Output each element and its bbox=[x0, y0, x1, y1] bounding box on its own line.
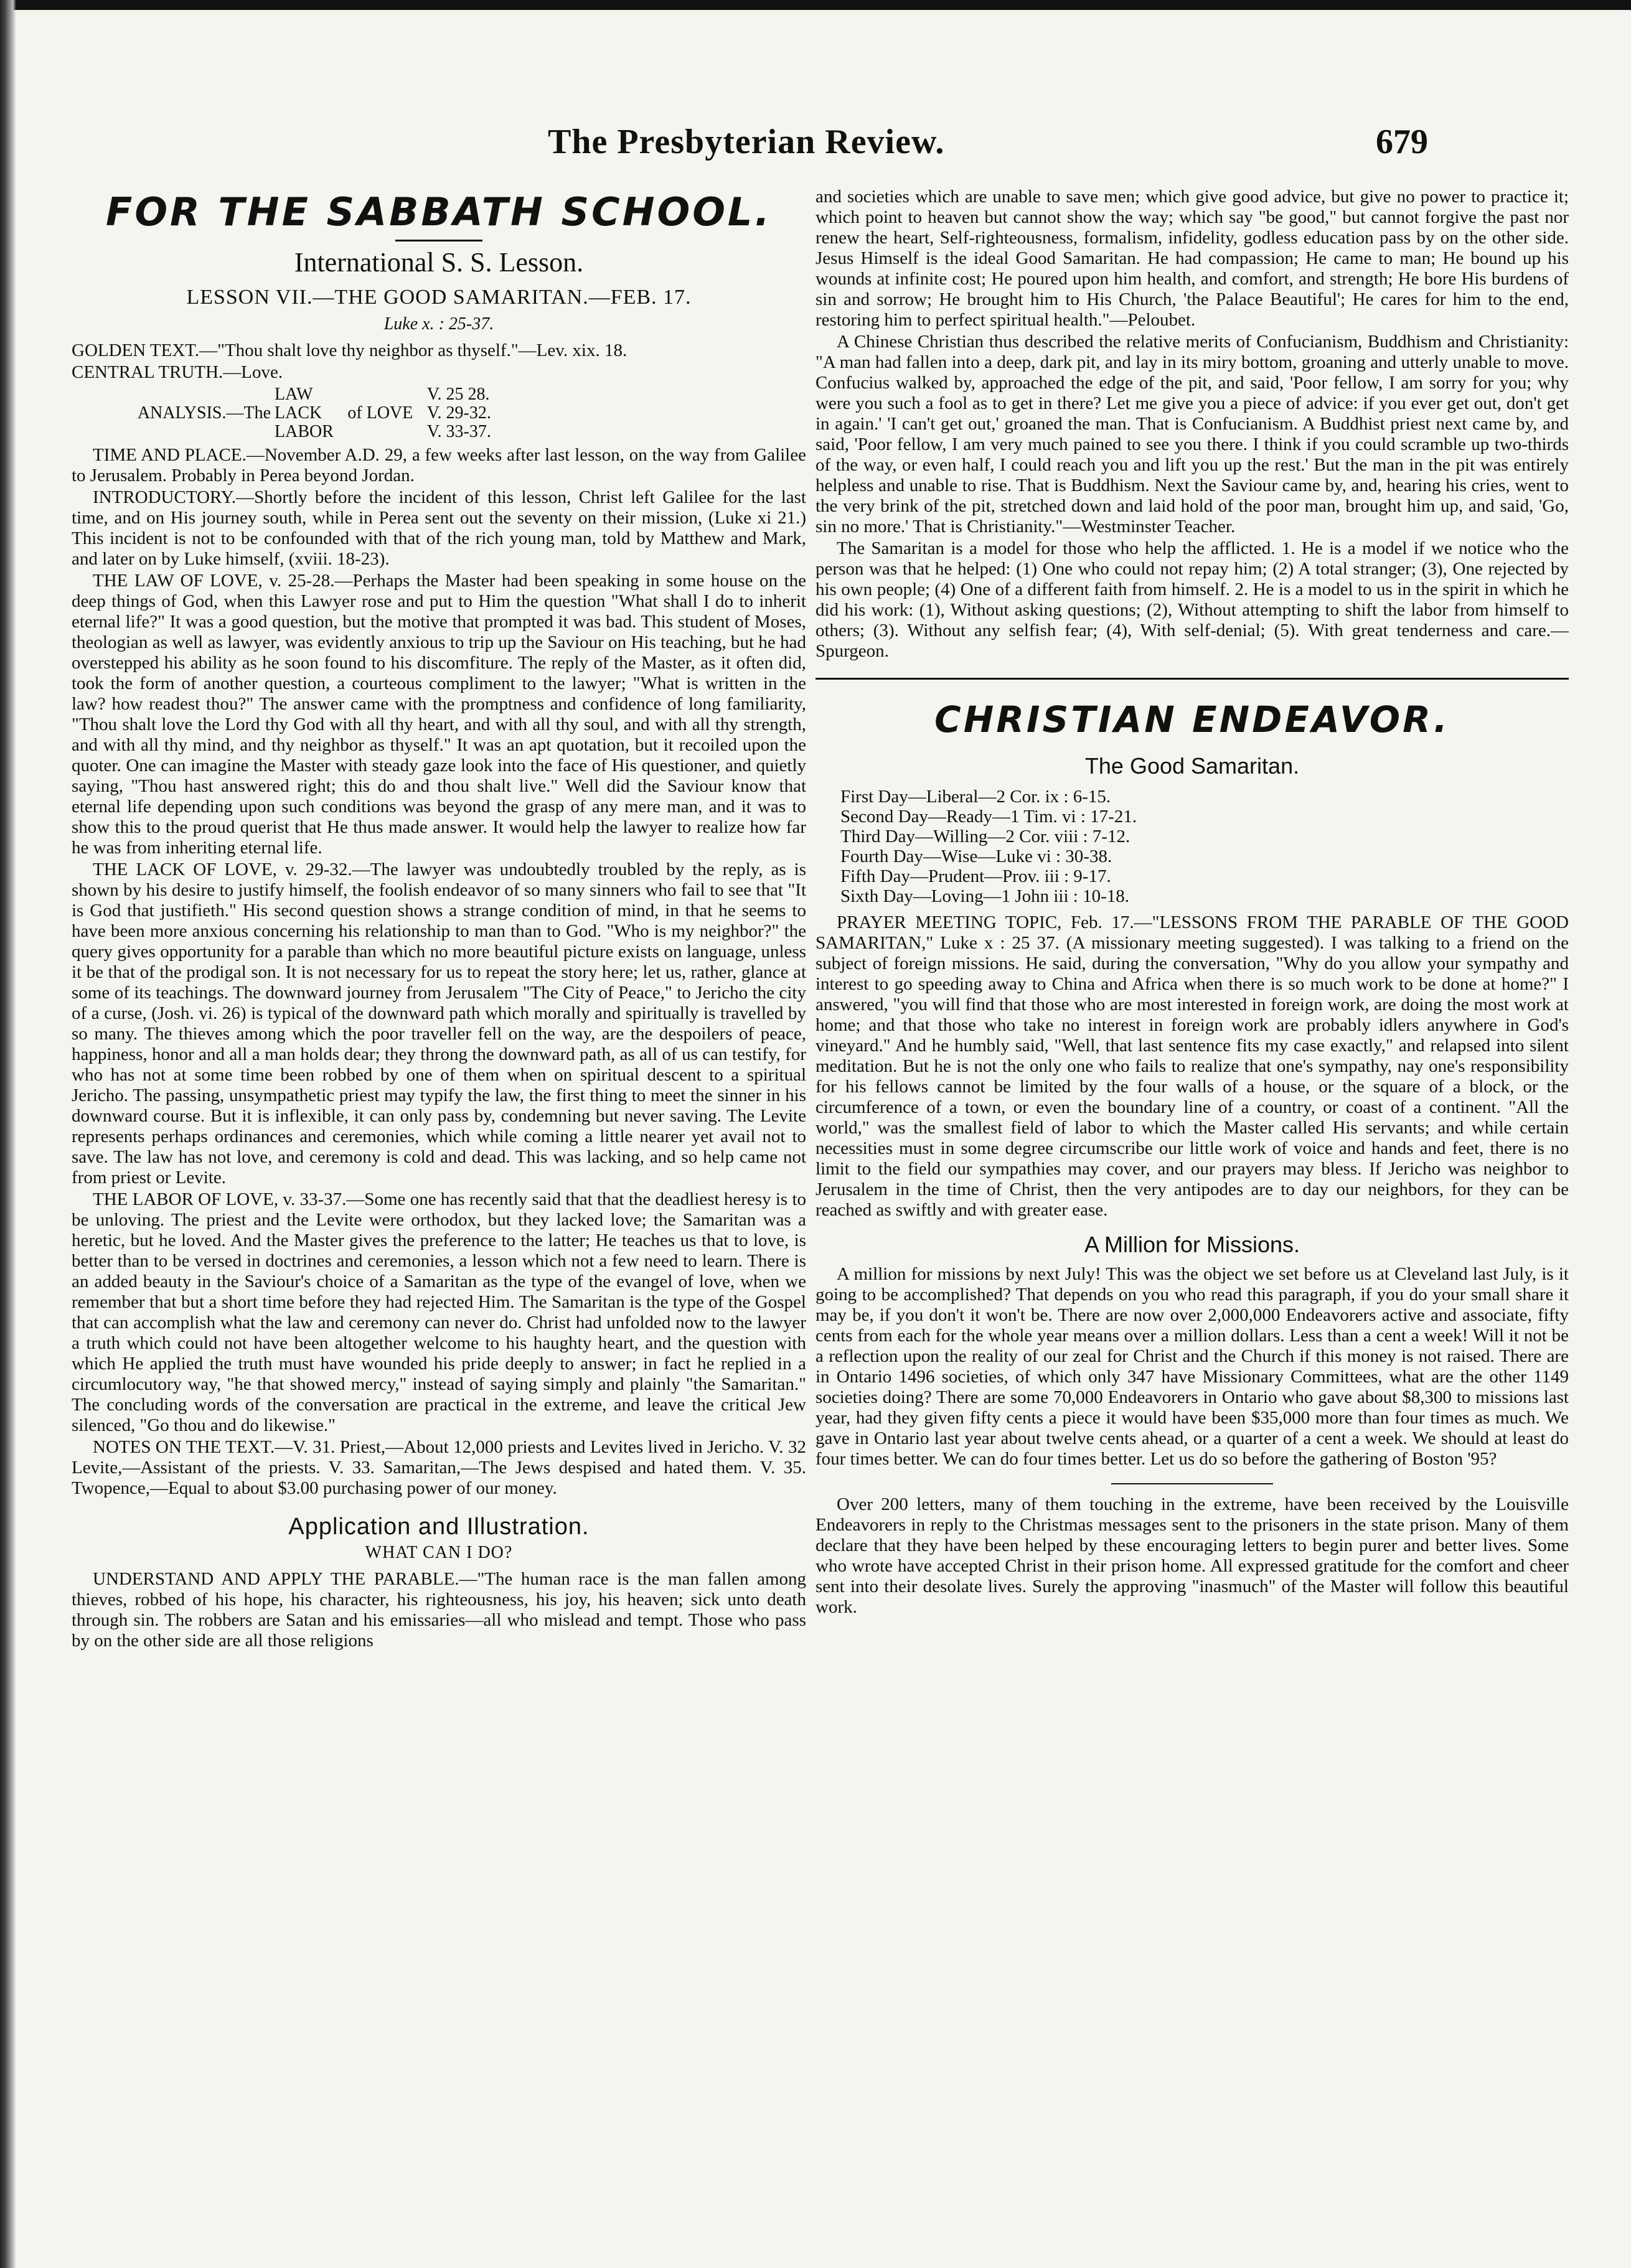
title-rule bbox=[395, 240, 482, 241]
paragraph-prayer-meeting: PRAYER MEETING TOPIC, Feb. 17.—"LESSONS FROM THE PARABLE OF THE GOOD SAMARITAN," Luke x : 25 37. (A missionary meeting suggested). I was talking to a friend on the subject of foreign missions. He said, during the conversation, "Why do you allow your sympathy and interest to go speeding away to China and Africa when there is so much work to be done at home?" I answered, "you will find that those who are most interested in foreign work, are doing the most work at home; and that those who take no interest in foreign work are probably idlers anywhere in God's vineyard." And he humbly said, "Well, that last sentence fits my case exactly," and relapsed into silent meditation. But he is not the only one who fails to realize that one's sympathy, nay one's responsibility for his fellows cannot be limited by the four walls of a house, or the square of a block, or the circumference of a town, or even the boundary line of a country, or coast of a continent. "All the world," was the smallest field of labor to which the Master called His servants; and while certain necessities must in some degree circumscribe our little work of voice and hands and feet, there is no limit to the field our sympathies may cover, and our prayers may bless. If Jericho was neighbor to Jerusalem in the time of Christ, then the very antipodes are to day our neighbors, for they can be reached as swiftly and with greater ease. bbox=[816, 912, 1569, 1220]
analysis-word: LAW bbox=[275, 385, 313, 404]
paragraph-application: UNDERSTAND AND APPLY THE PARABLE.—"The human race is the man fallen among thieves, robbed of his hope, his character, his righteousness, his joy, his heaven; sick unto death through sin. The robbers are Satan and his emissaries—all who mislead and tempt. Those who pass by on the other side are all those religions bbox=[72, 1569, 806, 1651]
scan-top-border bbox=[0, 0, 1631, 10]
scan-left-edge bbox=[0, 0, 16, 2268]
scripture-reference: Luke x. : 25-37. bbox=[383, 314, 494, 334]
analysis-verse: V. 33-37. bbox=[426, 422, 491, 441]
paragraph-law-of-love: THE LAW OF LOVE, v. 25-28.—Perhaps the Master had been speaking in some house on the deep things of God, when this Lawyer rose and put to Him the question "What shall I do to inherit eternal life?" It was a good question, but the motive that prompted it was bad. This student of Moses, theologian as well as lawyer, was evidently anxious to trip up the Saviour on His teaching, but he had overstepped his ability as he soon found to his discomfiture. The reply of the Master, as it often did, took the form of another question, a courteous compliment to the lawyer; "What is written in the law? how readest thou?" The answer came with the promptness and confidence of long familiarity, "Thou shalt love the Lord thy God with all thy heart, and with all thy soul, and with all thy strength, and with all thy mind, and thy neighbor as thyself." It was an apt quotation, but it recoiled upon the quoter. One can imagine the Master with steady gaze look into the face of His questioner, and quietly saying, "Thou hast answered right; this do and thou shalt live." Well did the Saviour know that eternal life depending upon such conditions was beyond the grasp of any mere man, and it was to show this to the proud querist that He thus made answer. It would help the lawyer to realize how far he was from inheriting eternal life. bbox=[72, 571, 806, 858]
left-column bbox=[72, 187, 806, 2241]
daily-reading: Fourth Day—Wise—Luke vi : 30-38. bbox=[840, 846, 1112, 866]
sabbath-school-title: FOR THE SABBATH SCHOOL. bbox=[106, 189, 772, 235]
analysis-verse: V. 29-32. bbox=[426, 403, 491, 423]
daily-reading: Fifth Day—Prudent—Prov. iii : 9-17. bbox=[840, 866, 1111, 886]
daily-readings bbox=[840, 787, 1569, 906]
analysis-block bbox=[72, 385, 806, 441]
analysis-word: LABOR bbox=[275, 422, 334, 441]
paragraph-missions: A million for missions by next July! This was the object we set before us at Cleveland last July, is it going to be accomplished? That depends on you who read this paragraph, if you do your small share it may be, if you don't it won't be. There are now over 2,000,000 Endeavorers active and associate, fifty cents from each for the whole year means over a million dollars. Less than a cent a week! Will it not be a reflection upon the reality of our zeal for Christ and the Church if this money is not raised. There are in Ontario 1496 societies, of which only 347 have Missionary Committees, what are the other 1149 societies doing? There are some 70,000 Endeavorers in Ontario who gave about $8,300 to missions last year, had they given fifty cents a piece it would have been $35,000 more than four times as much. We gave in Ontario last year about twelve cents ahead, or a quarter of a cent a week. We should at least do four times better. We can do four times better. Let us do so before the gathering of Boston '95? bbox=[816, 1264, 1569, 1469]
paragraph-introductory: INTRODUCTORY.—Shortly before the incident of this lesson, Christ left Galilee for the last time, and on His journey south, while in Perea sent out the seventy on their mission, (Luke xi 21.) This incident is not to be confounded with that of the rich young man, told by Matthew and Mark, and later on by Luke himself, (xviii. 18-23). bbox=[72, 487, 806, 569]
daily-reading: Second Day—Ready—1 Tim. vi : 17-21. bbox=[840, 807, 1137, 827]
section-rule bbox=[816, 678, 1569, 680]
application-heading: Application and Illustration. bbox=[288, 1514, 590, 1540]
paragraph-lack-of-love: THE LACK OF LOVE, v. 29-32.—The lawyer was undoubtedly troubled by the reply, as is shown by his desire to justify himself, the foolish endeavor of so many sinners who fail to see that "It is God that justifieth." His second question shows a strange condition of mind, in that he seems to have been more anxious concerning his relationship to man than to God. "Who is my neighbor?" the query gives opportunity for a parable than which no more beautiful picture exists on language, unless it be that of the prodigal son. It is not necessary for us to repeat the story here; let us, rather, glance at some of its teachings. The downward journey from Jerusalem "The City of Peace," to Jericho the city of a curse, (Josh. vi. 26) is typical of the downward path which morally and spiritually is travelled by so many. The thieves among which the poor traveller fell on the way, are the despoilers of peace, happiness, honor and all a man holds dear; they throng the downward path, as all of us can testify, for who has not at some time been robbed by one of them when on spiritual descent to a spiritual Jericho. The passing, unsympathetic priest may typify the law, the first thing to meet the sinner in his downward course. But it is inflexible, it can only pass by, condemning but never saving. The Levite represents perhaps ordinances and ceremonies, which while coming a little nearer yet avail not to save. The law has not love, and ceremony is cold and dead. This was lacking, and so help came not from priest or Levite. bbox=[72, 860, 806, 1188]
analysis-verse: V. 25 28. bbox=[426, 385, 490, 404]
right-column bbox=[816, 187, 1569, 2241]
paragraph-labor-of-love: THE LABOR OF LOVE, v. 33-37.—Some one has recently said that that the deadliest heresy is to be unloving. The priest and the Levite were orthodox, but they lacked love; the Samaritan was a heretic, but he loved. And the Master gives the preference to the latter; He teaches us that to love, is better than to be versed in doctrines and ceremonies, a lesson which not a few need to learn. There is an added beauty in the Saviour's choice of a Samaritan as the type of the evangel of love, when we remember that but a short time before they had rejected Him. The Samaritan is the type of the Gospel that can accomplish what the law and ceremony can never do. Christ had unfolded now to the lawyer a truth which could not have been altogether welcome to his haughty heart, and the question with which He applied the truth must have wounded his pride deeply to answer; in fact he replied in a circumlocutory way, "he that showed mercy," instead of saying simply and plainly "the Samaritan." The concluding words of the conversation are practical in the extreme, and leave the critical Jew silenced, "Go thou and do likewise." bbox=[72, 1189, 806, 1435]
lesson-line: LESSON VII.—THE GOOD SAMARITAN.—FEB. 17. bbox=[186, 286, 692, 309]
analysis-word: LACK bbox=[275, 403, 322, 423]
central-truth: CENTRAL TRUTH.—Love. bbox=[72, 362, 283, 382]
paragraph-notes-on-text: NOTES ON THE TEXT.—V. 31. Priest,—About 12,000 priests and Levites lived in Jericho. V. 32 Levite,—Assistant of the priests. V. 33. Samaritan,—The Jews despised and hated them. V. 35. Twopence,—Equal to about $3.00 purchasing power of our money. bbox=[72, 1437, 806, 1498]
analysis-label: ANALYSIS.—The bbox=[137, 403, 271, 423]
page-number: 679 bbox=[1376, 123, 1428, 161]
paragraph-samaritan-model: The Samaritan is a model for those who help the afflicted. 1. He is a model if we notice who the person was that he helped: (1) One who could not repay him; (2) A total stranger; (3), One rejected by his own people; (4) One of a different faith from himself. 2. He is a model to us in the spirit in which he did his work: (1), Without asking questions; (2), Without attempting to shift the labor from himself to others; (3). Without any selfish fear; (4), With self-denial; (5). With great tenderness and care.—Spurgeon. bbox=[816, 538, 1569, 661]
daily-reading: Third Day—Willing—2 Cor. viii : 7-12. bbox=[840, 827, 1130, 846]
application-subheading: WHAT CAN I DO? bbox=[365, 1543, 513, 1562]
paragraph-chinese-christian: A Chinese Christian thus described the relative merits of Confucianism, Buddhism and Christianity: "A man had fallen into a deep, dark pit, and lay in its miry bottom, groaning and utterly unable to move. Confucius walked by, approached the edge of the pit, and said, 'Poor fellow, I am sorry for you; why were you such a fool as to get in there? Let me give you a piece of advice: if you ever get out, don't get in again.' 'I can't get out,' groaned the man. That is Confucianism. A Buddhist priest next came by, and said, 'Poor fellow, I am very much pained to see you there. I think if you could scramble up two-thirds of the way, or even half, I could reach you and lift you up the rest.' But the man in the pit was entirely helpless and unable to rise. That is Buddhism. Next the Saviour came by, and, hearing his cries, went to the very brink of the pit, stretched down and laid hold of the poor man, brought him up, and said, 'Go, sin no more.' That is Christianity."—Westminster Teacher. bbox=[816, 332, 1569, 537]
missions-heading: A Million for Missions. bbox=[1084, 1232, 1300, 1257]
paragraph-continued: and societies which are unable to save men; which give good advice, but give no power to practice it; which point to heaven but cannot show the way; which say "be good," but cannot forgive the past nor renew the heart, Self-righteousness, formalism, infidelity, godless education pass by on the other side. Jesus Himself is the ideal Good Samaritan. He had compassion; He came to man; He bound up his wounds at infinite cost; He poured upon him health, and comfort, and strength; He bore His burdens of sin and sorrow; He brought him to His Church, 'the Palace Beautiful'; He cares for him to the end, restoring him to perfect spiritual health."—Peloubet. bbox=[816, 187, 1569, 330]
analysis-words bbox=[275, 385, 334, 441]
daily-reading: First Day—Liberal—2 Cor. ix : 6-15. bbox=[840, 787, 1111, 807]
daily-reading: Sixth Day—Loving—1 John iii : 10-18. bbox=[840, 886, 1129, 906]
paragraph-time-place: TIME AND PLACE.—November A.D. 29, a few weeks after last lesson, on the way from Galilee to Jerusalem. Probably in Perea beyond Jordan. bbox=[72, 445, 806, 485]
short-divider bbox=[1111, 1483, 1273, 1484]
christian-endeavor-subtitle: The Good Samaritan. bbox=[1084, 753, 1300, 779]
running-head: The Presbyterian Review. bbox=[548, 123, 945, 161]
lesson-series-subtitle: International S. S. Lesson. bbox=[294, 247, 584, 278]
christian-endeavor-title: CHRISTIAN ENDEAVOR. bbox=[934, 698, 1450, 741]
analysis-of-love: of LOVE bbox=[347, 403, 413, 423]
paragraph-prison-letters: Over 200 letters, many of them touching in the extreme, have been received by the Louisville Endeavorers in reply to the Christmas messages sent to the prisoners in the state prison. Many of them declare that they have been helped by these encouraging letters to begin purer and better lives. Some who wrote have accepted Christ in their prison home. All expressed gratitude for the comfort and cheer sent into their desolate lives. Surely the approving "inasmuch" of the Master will follow this beautiful work. bbox=[816, 1494, 1569, 1617]
analysis-verses bbox=[427, 385, 491, 441]
golden-text: GOLDEN TEXT.—"Thou shalt love thy neighbor as thyself."—Lev. xix. 18. bbox=[72, 340, 627, 360]
